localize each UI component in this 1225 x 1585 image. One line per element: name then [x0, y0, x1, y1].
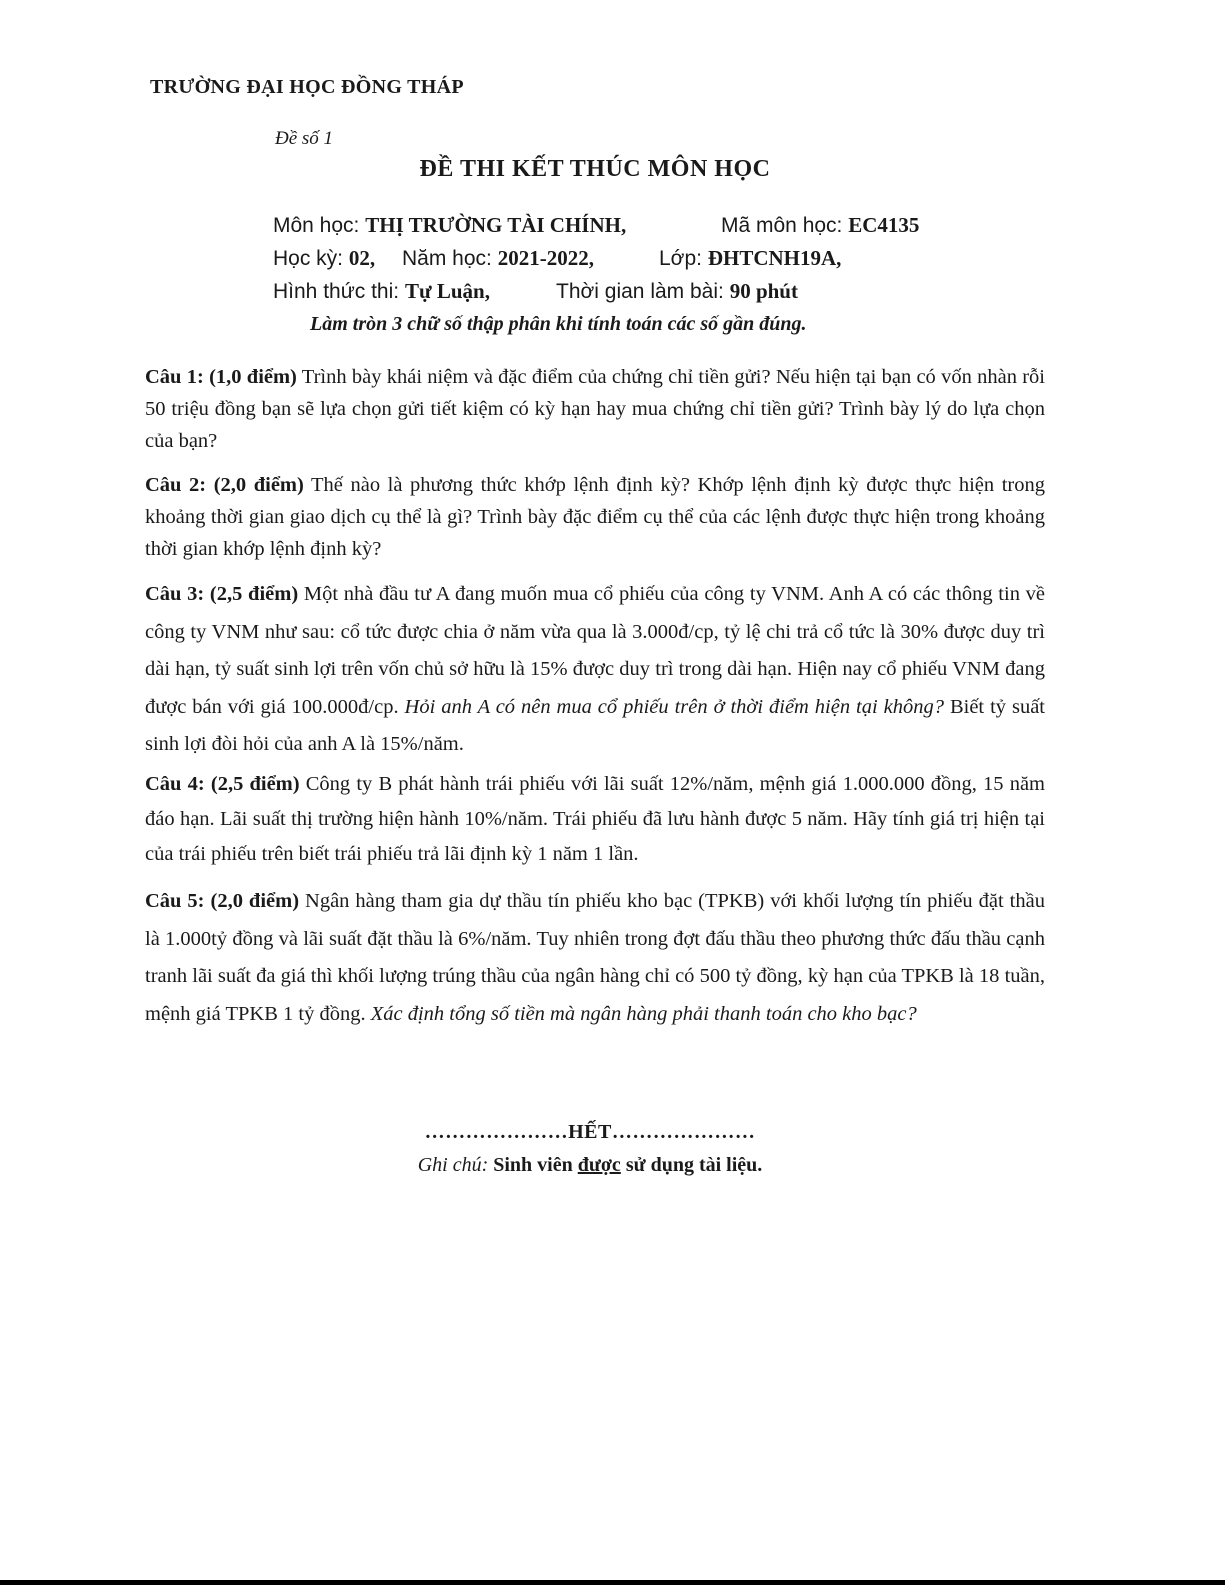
course-code-value: EC4135 — [848, 213, 920, 237]
class-value: ĐHTCNH19A, — [707, 246, 842, 270]
year-value: 2021-2022, — [497, 246, 594, 270]
page-bottom-edge — [0, 1580, 1225, 1585]
subject-label: Môn học: — [273, 214, 360, 237]
question-4-text: Công ty B phát hành trái phiếu với lãi suất 12%/năm, mệnh giá 1.000.000 đồng, 15 năm đáo hạn. Lãi suất thị trường hiện hành 10%/năm. Trái phiếu đã lưu hành được 5 năm. Hãy tính giá trị hiện tại của trái phiếu trên biết trái phiếu trả lãi định kỳ 1 năm 1 lần. — [145, 773, 1045, 865]
question-3 — [145, 576, 1045, 764]
question-3-label: Câu 3: (2,5 điểm) — [145, 583, 299, 605]
question-2-text: Thế nào là phương thức khớp lệnh định kỳ? Khớp lệnh định kỳ được thực hiện trong khoảng thời gian giao dịch cụ thể là gì? Trình bày đặc điểm cụ thể của các lệnh được thực hiện trong khoảng thời gian khớp lệnh định kỳ? — [145, 474, 1045, 560]
end-marker: …………………HẾT………………… — [424, 1121, 756, 1143]
exam-format-label: Hình thức thi: — [273, 280, 400, 303]
question-3-italic: Hỏi anh A có nên mua cổ phiếu trên ở thời điểm hiện tại không? — [404, 695, 944, 718]
question-5-italic: Xác định tổng số tiền mà ngân hàng phải thanh toán cho kho bạc? — [370, 1002, 917, 1025]
question-5-label: Câu 5: (2,0 điểm) — [145, 890, 300, 912]
year-label: Năm học: — [402, 247, 492, 270]
course-code-label: Mã môn học: — [721, 214, 843, 237]
note-colon: : — [481, 1154, 494, 1176]
question-1-label: Câu 1: (1,0 điểm) — [145, 366, 297, 388]
subject-value: THỊ TRƯỜNG TÀI CHÍNH, — [365, 213, 627, 237]
class-label: Lớp: — [659, 247, 702, 270]
exam-format-value: Tự Luận, — [404, 279, 490, 303]
question-2 — [145, 469, 1045, 565]
question-5 — [145, 883, 1045, 1033]
exam-title: ĐỀ THI KẾT THÚC MÔN HỌC — [419, 156, 771, 182]
question-1-text: Trình bày khái niệm và đặc điểm của chứng chỉ tiền gửi? Nếu hiện tại bạn có vốn nhàn rỗi 50 triệu đồng bạn sẽ lựa chọn gửi tiết kiệm có kỳ hạn hay mua chứng chỉ tiền gửi? Trình bày lý do lựa chọn của bạn? — [145, 366, 1045, 452]
question-4 — [145, 767, 1045, 872]
duration-label: Thời gian làm bài: — [556, 280, 724, 303]
semester-value: 02, — [348, 246, 376, 270]
footer-note — [0, 1154, 1180, 1177]
note-text-underlined: được — [577, 1154, 621, 1176]
question-1 — [145, 361, 1045, 457]
question-3-tail: Biết tỷ suất sinh lợi đòi hỏi của anh A là 15%/năm. — [145, 695, 1045, 755]
duration-value: 90 phút — [729, 279, 798, 303]
question-3-text: Một nhà đầu tư A đang muốn mua cổ phiếu của công ty VNM. Anh A có các thông tin về công ty VNM như sau: cổ tức được chia ở năm vừa qua là 3.000đ/cp, tỷ lệ chi trả cổ tức là 30% được duy trì dài hạn, tỷ suất sinh lợi trên vốn chủ sở hữu là 15% được duy trì trong dài hạn. Hiện nay cổ phiếu VNM đang được bán với giá 100.000đ/cp. — [145, 583, 1045, 718]
exam-number: Đề số 1 — [275, 128, 334, 149]
note-text-pre: Sinh viên — [493, 1154, 578, 1176]
rounding-instruction: Làm tròn 3 chữ số thập phân khi tính toán các số gần đúng. — [310, 313, 807, 335]
semester-label: Học kỳ: — [273, 247, 344, 270]
question-5-text: Ngân hàng tham gia dự thầu tín phiếu kho bạc (TPKB) với khối lượng tín phiếu đặt thầu là 1.000tỷ đồng và lãi suất đặt thầu là 6%/năm. Tuy nhiên trong đợt đấu thầu theo phương thức đấu thầu cạnh tranh lãi suất đa giá thì khối lượng trúng thầu của ngân hàng chỉ có 500 tỷ đồng, kỳ hạn của TPKB là 18 tuần, mệnh giá TPKB 1 tỷ đồng. — [145, 890, 1045, 1025]
note-text-post: sử dụng tài liệu. — [620, 1154, 763, 1176]
question-4-label: Câu 4: (2,5 điểm) — [145, 773, 300, 795]
question-2-label: Câu 2: (2,0 điểm) — [145, 474, 304, 496]
school-name: TRƯỜNG ĐẠI HỌC ĐỒNG THÁP — [150, 76, 464, 98]
note-label: Ghi chú — [417, 1154, 482, 1176]
